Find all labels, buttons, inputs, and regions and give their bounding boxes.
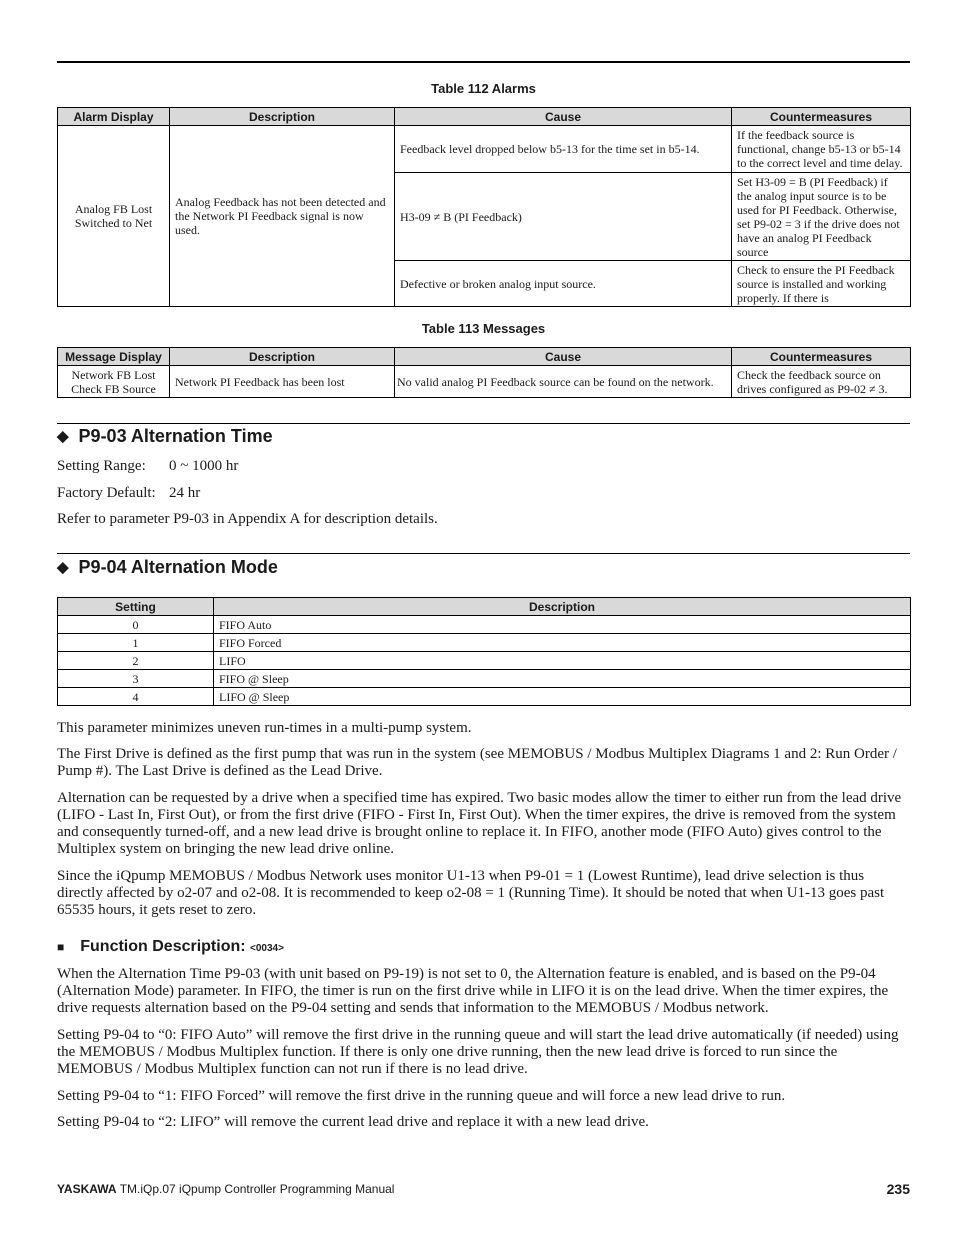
setting-range-line — [57, 458, 910, 475]
table-row — [58, 670, 911, 688]
factory-default-value: 24 hr — [169, 485, 201, 501]
top-rule — [57, 61, 910, 63]
messages-table-header — [58, 348, 911, 366]
table-row — [58, 366, 911, 398]
column-header: Alarm Display — [58, 108, 170, 126]
setting-cell: 0 — [58, 616, 214, 634]
diamond-icon: ◆ — [57, 559, 69, 576]
body-paragraph: When the Alternation Time P9-03 (with unit based on P9-19) is not set to 0, the Alternation feature is enabled, and is based on the P9-04 (Alternation Mode) parameter. In FIFO, the timer is run on the first drive while in LIFO it is on the lead drive. When the timer expires, the drive requests alternation based on the P9-04 setting and sends that information to the MEMOBUS / Modbus network. — [57, 966, 889, 1016]
function-title: Function Description: — [80, 938, 246, 955]
alternation-mode-header — [58, 598, 911, 616]
table-row — [58, 652, 911, 670]
setting-cell: 1 — [58, 634, 214, 652]
countermeasure-cell: Check the feedback source on drives configured as P9-02 ≠ 3. — [732, 366, 911, 398]
setting-cell: 4 — [58, 688, 214, 706]
section-rule — [57, 423, 910, 424]
section-heading-p9-04 — [57, 557, 278, 578]
alarm-description-cell: Analog Feedback has not been detected and the Network PI Feedback signal is now used. — [170, 126, 395, 307]
setting-range-label: Setting Range: — [57, 458, 146, 474]
description-cell: FIFO @ Sleep — [214, 670, 911, 688]
section-title: P9-04 Alternation Mode — [78, 557, 278, 577]
body-paragraph: Since the iQpump MEMOBUS / Modbus Network uses monitor U1-13 when P9-01 = 1 (Lowest Runtime), lead drive selection is thus directly affected by o2-07 and o2-08. It is recommended to keep o2-08 = 1 (Running Time). It should be noted that when U1-13 goes past 65535 hours, it gets reset to zero. — [57, 868, 885, 918]
alarms-table-header — [58, 108, 911, 126]
column-header: Description — [170, 348, 395, 366]
description-cell: FIFO Auto — [214, 616, 911, 634]
page-number: 235 — [886, 1181, 910, 1197]
cause-cell: Defective or broken analog input source. — [395, 261, 732, 307]
column-header: Message Display — [58, 348, 170, 366]
square-bullet-icon: ■ — [57, 940, 65, 954]
appendix-note: Refer to parameter P9-03 in Appendix A for description details. — [57, 511, 438, 527]
description-cell: LIFO @ Sleep — [214, 688, 911, 706]
body-paragraph: Alternation can be requested by a drive when a specified time has expired. Two basic modes allow the timer to either run from the lead drive (LIFO - Last In, First Out), or from the first drive (FIFO - First In, First Out). When the timer expires, the drive is removed from the system and consequently turned-off, and a new lead drive is brought online to replace it. In FIFO, another mode (FIFO Auto) gives control to the Multiplex system on bringing the new lead drive online. — [57, 790, 902, 857]
column-header: Countermeasures — [732, 108, 911, 126]
factory-default-line — [57, 485, 910, 502]
column-header: Cause — [395, 348, 732, 366]
countermeasure-cell: Check to ensure the PI Feedback source is installed and working properly. If there is — [732, 261, 911, 307]
function-description-heading — [57, 938, 284, 956]
section-title: P9-03 Alternation Time — [78, 426, 273, 446]
table-row — [58, 634, 911, 652]
page-footer — [57, 1182, 910, 1196]
countermeasure-cell: Set H3-09 = B (PI Feedback) if the analog input source is to be used for PI Feedback. Otherwise, set P9-02 = 3 if the drive does not have an analog PI Feedback source — [732, 173, 911, 261]
alarms-table-caption: Table 112 Alarms — [431, 81, 536, 96]
body-paragraph: Setting P9-04 to “1: FIFO Forced” will remove the first drive in the running queue and will force a new lead drive to run. — [57, 1088, 786, 1104]
manual-title: TM.iQp.07 iQpump Controller Programming Manual — [119, 1182, 395, 1196]
alternation-mode-table — [57, 597, 911, 706]
factory-default-label: Factory Default: — [57, 485, 156, 501]
messages-table-caption: Table 113 Messages — [421, 321, 546, 336]
body-paragraph: This parameter minimizes uneven run-times in a multi-pump system. — [57, 720, 472, 736]
column-header: Countermeasures — [732, 348, 911, 366]
column-header: Description — [214, 598, 911, 616]
manual-page — [57, 0, 910, 1235]
cause-cell: Feedback level dropped below b5-13 for the time set in b5-14. — [395, 126, 732, 173]
setting-cell: 2 — [58, 652, 214, 670]
alarms-table — [57, 107, 911, 307]
body-paragraph: Setting P9-04 to “0: FIFO Auto” will remove the first drive in the running queue and will start the lead drive automatically (if needed) using the MEMOBUS / Modbus Multiplex function. If there is only one drive running, then the new lead drive is forced to run since the MEMOBUS / Modbus Multiplex function can not run if there is no lead drive. — [57, 1027, 899, 1077]
description-cell: LIFO — [214, 652, 911, 670]
diamond-icon: ◆ — [57, 428, 69, 445]
cause-cell: No valid analog PI Feedback source can be found on the network. — [395, 366, 732, 398]
cause-cell: H3-09 ≠ B (PI Feedback) — [395, 173, 732, 261]
function-tag: <0034> — [250, 943, 284, 954]
body-paragraph: The First Drive is defined as the first pump that was run in the system (see MEMOBUS / Modbus Multiplex Diagrams 1 and 2: Run Order / Pump #). The Last Drive is defined as the Lead Drive. — [57, 746, 897, 779]
body-paragraph: Setting P9-04 to “2: LIFO” will remove the current lead drive and replace it with a new lead drive. — [57, 1114, 649, 1130]
setting-cell: 3 — [58, 670, 214, 688]
brand-label: YASKAWA — [57, 1182, 117, 1196]
column-header: Description — [170, 108, 395, 126]
message-description-cell: Network PI Feedback has been lost — [170, 366, 395, 398]
countermeasure-cell: If the feedback source is functional, change b5-13 or b5-14 to the correct level and time delay. — [732, 126, 911, 173]
setting-range-value: 0 ~ 1000 hr — [169, 458, 239, 474]
table-row — [58, 126, 911, 173]
table-row — [58, 688, 911, 706]
section-heading-p9-03 — [57, 426, 273, 447]
column-header: Cause — [395, 108, 732, 126]
message-display-cell: Network FB Lost Check FB Source — [58, 366, 170, 398]
messages-table — [57, 347, 911, 398]
alarm-display-cell: Analog FB Lost Switched to Net — [58, 126, 170, 307]
column-header: Setting — [58, 598, 214, 616]
description-cell: FIFO Forced — [214, 634, 911, 652]
table-row — [58, 616, 911, 634]
section-rule — [57, 553, 910, 554]
